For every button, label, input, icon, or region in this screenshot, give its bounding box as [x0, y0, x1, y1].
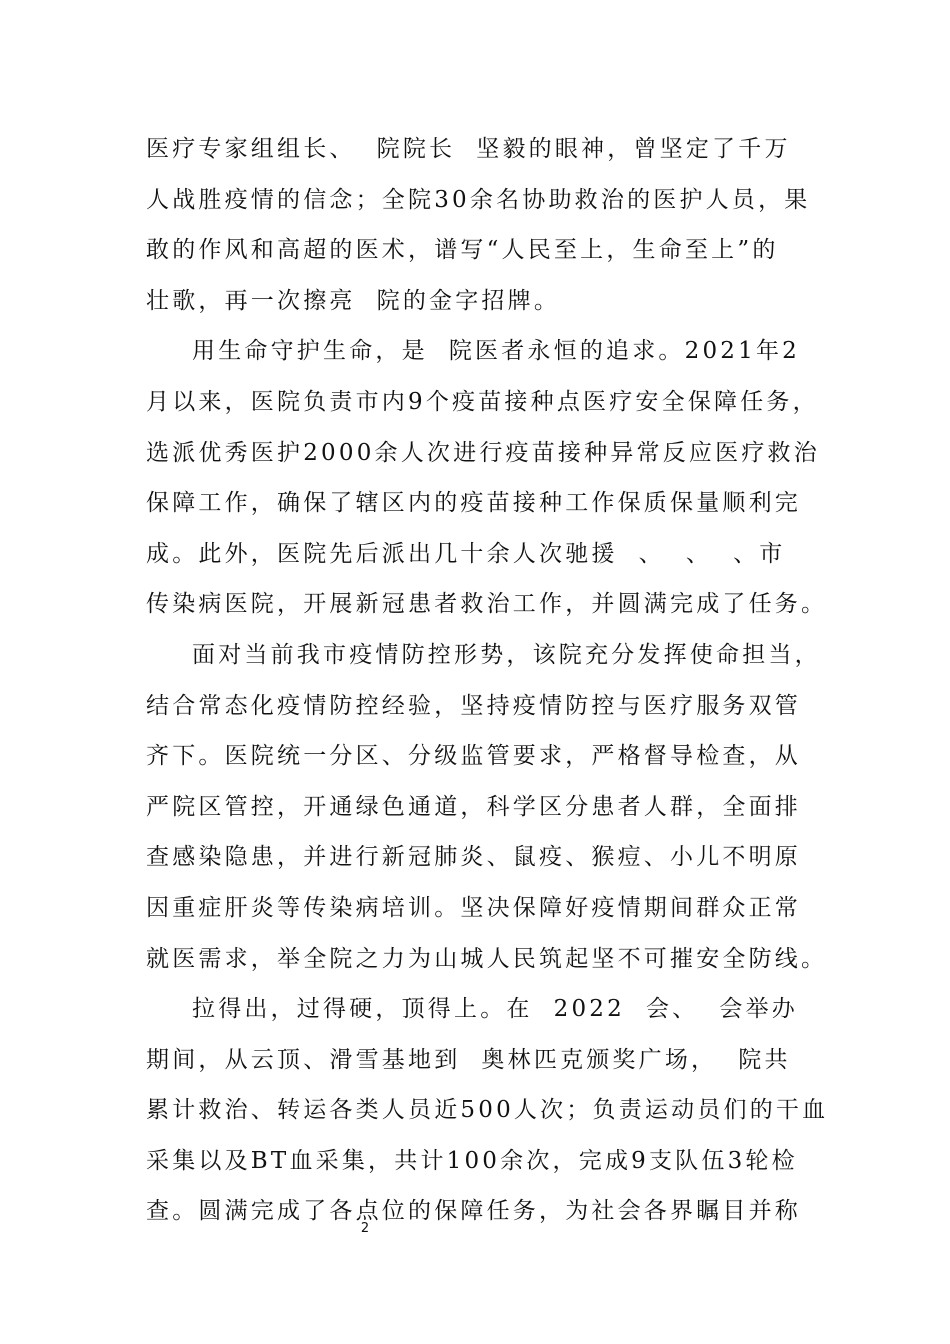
text-line: 查。圆满完成了各点位的保障任务，为社会各界瞩目并称 [146, 1198, 801, 1225]
text-line: 拉得出，过得硬，顶得上。在 2022 会、 会举办 [192, 996, 798, 1023]
text-line: 敢的作风和高超的医术，谱写“人民至上，生命至上”的 [146, 237, 779, 264]
page-number: 2 [360, 1221, 370, 1236]
text-line: 保障工作，确保了辖区内的疫苗接种工作保质保量顺利完 [146, 490, 801, 517]
text-line: 累计救治、转运各类人员近500人次；负责运动员们的干血 [146, 1097, 829, 1124]
text-line: 医疗专家组组长、 院院长 坚毅的眼神，曾坚定了千万 [146, 136, 791, 162]
text-line: 面对当前我市疫情防控形势，该院充分发挥使命担当， [192, 641, 821, 668]
text-line: 人战胜疫情的信念；全院30余名协助救治的医护人员，果 [146, 186, 811, 213]
text-line: 因重症肝炎等传染病培训。坚决保障好疫情期间群众正常 [146, 894, 801, 921]
text-line: 结合常态化疫情防控经验，坚持疫情防控与医疗服务双管 [146, 692, 801, 719]
text-line: 期间，从云顶、滑雪基地到 奥林匹克颁奖广场， 院共 [146, 1046, 791, 1073]
text-line: 严院区管控，开通绿色通道，科学区分患者人群，全面排 [146, 793, 801, 820]
text-line: 用生命守护生命，是 院医者永恒的追求。2021年2 [192, 338, 800, 365]
text-line: 壮歌，再一次擦亮 院的金字招牌。 [146, 287, 561, 314]
body-text [146, 124, 836, 1237]
text-line: 选派优秀医护2000余人次进行疫苗接种异常反应医疗救治 [146, 439, 820, 466]
text-line: 成。此外，医院先后派出几十余人次驰援 、 、 、市 [146, 540, 786, 567]
text-line: 采集以及BT血采集，共计100余次，完成9支队伍3轮检 [146, 1147, 798, 1174]
text-line: 查感染隐患，并进行新冠肺炎、鼠疫、猴痘、小儿不明原 [146, 844, 801, 871]
text-line: 传染病医院，开展新冠患者救治工作，并圆满完成了任务。 [146, 591, 828, 618]
text-line: 就医需求，举全院之力为山城人民筑起坚不可摧安全防线。 [146, 945, 828, 972]
text-line: 齐下。医院统一分区、分级监管要求，严格督导检查，从 [146, 743, 801, 770]
text-line: 月以来，医院负责市内9个疫苗接种点医疗安全保障任务， [146, 388, 819, 415]
